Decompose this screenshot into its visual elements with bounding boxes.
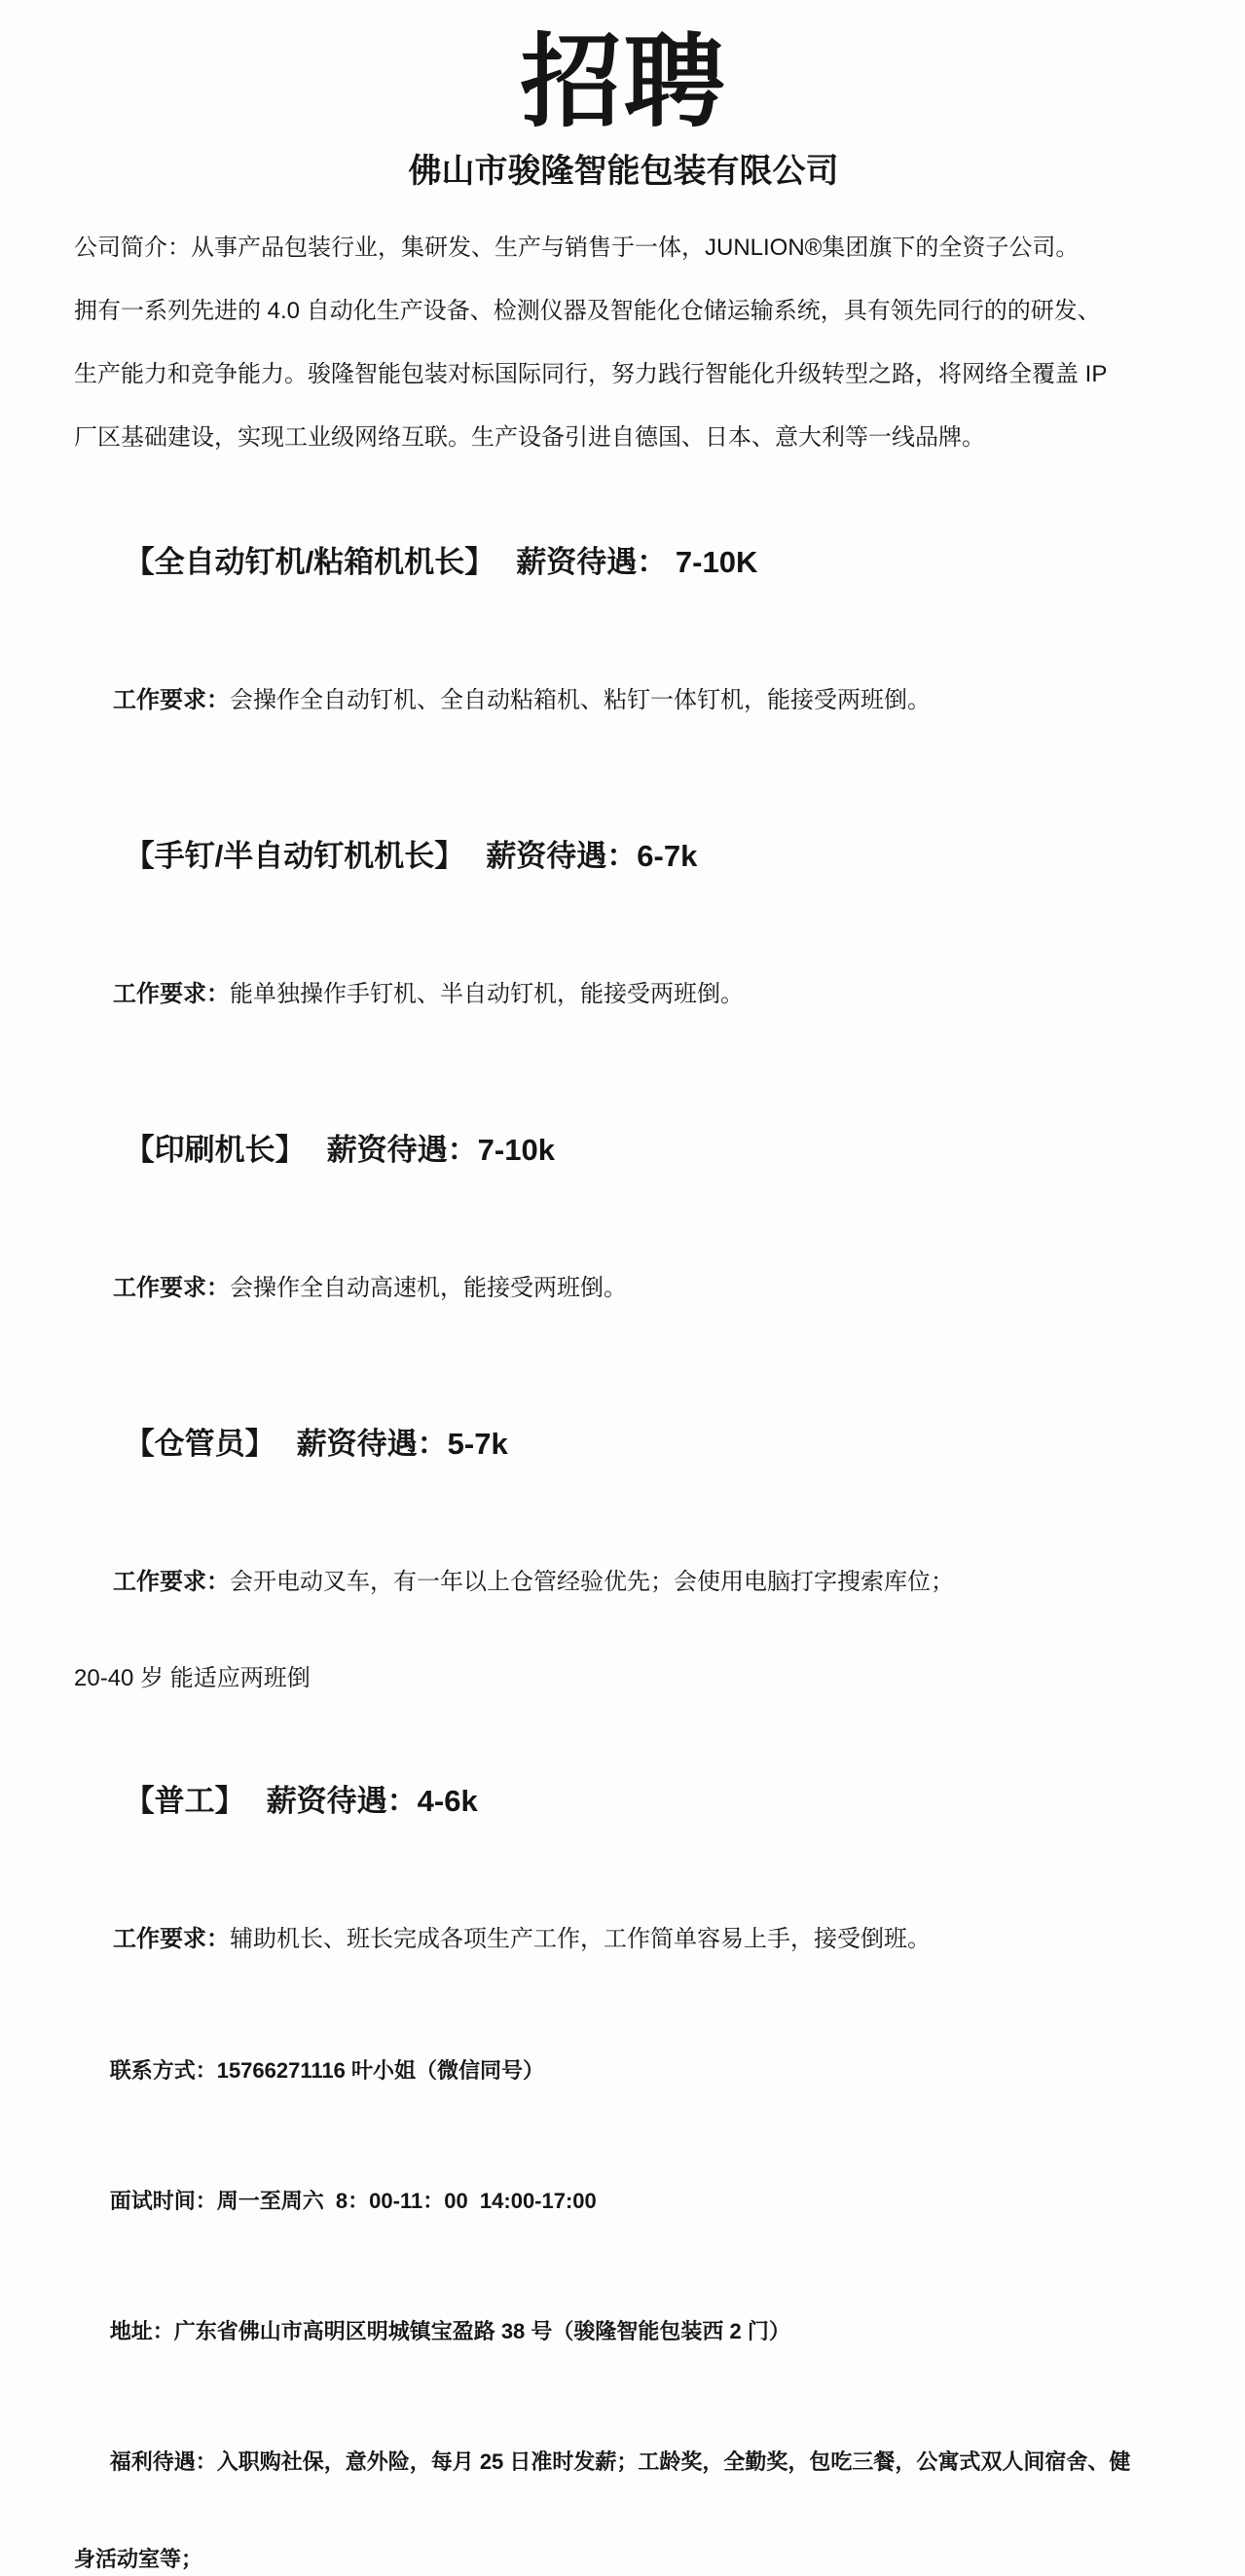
job-requirements: [74, 1239, 1173, 1338]
poster-title: 招聘: [520, 26, 727, 139]
job-heading: [74, 1092, 1173, 1209]
job-heading: [74, 1743, 1173, 1860]
intro-line: 厂区基础建设，实现工业级网络互联。生产设备引进自德国、日本、意大利等一线品牌。: [74, 424, 985, 451]
job-requirements: [74, 1533, 1173, 1632]
company-intro: [74, 216, 1173, 469]
job-salary: 薪资待遇： 7-10K: [516, 545, 758, 579]
intro-line: 生产能力和竞争能力。骏隆智能包装对标国际同行，努力践行智能化升级转型之路，将网络全覆盖 IP: [74, 361, 1108, 387]
company-name: 佛山市骏隆智能包装有限公司: [408, 153, 839, 190]
job-listing-general-worker: [74, 1743, 1173, 1989]
job-requirements-extra: 20-40 岁 能适应两班倒: [74, 1665, 311, 1691]
benefits-label: 福利待遇：: [109, 2449, 217, 2474]
job-title: 【手钉/半自动钉机机长】: [124, 839, 465, 873]
address-line: [74, 2282, 1173, 2381]
poster-footer: [74, 2021, 1173, 2576]
requirements-label: 工作要求：: [113, 687, 231, 713]
interview-time-label: 面试时间：: [109, 2189, 217, 2213]
job-salary: 薪资待遇：5-7k: [296, 1427, 508, 1461]
job-title: 【全自动钉机/粘箱机机长】: [124, 545, 495, 579]
job-listing-warehouse-keeper: [74, 1386, 1173, 1695]
job-salary: 薪资待遇：6-7k: [486, 839, 698, 873]
requirements-text: 能单独操作手钉机、半自动钉机，能接受两班倒。: [230, 981, 745, 1007]
job-requirements: [74, 1890, 1173, 1989]
requirements-label: 工作要求：: [113, 1569, 231, 1595]
contact-phone: 15766271116 叶小姐（微信同号）: [216, 2058, 544, 2083]
job-title: 【印刷机长】: [124, 1133, 306, 1167]
recruitment-poster: [0, 26, 1245, 2571]
address-value: 广东省佛山市高明区明城镇宝盈路 38 号（骏隆智能包装西 2 门）: [173, 2319, 790, 2343]
contact-line: [74, 2021, 1173, 2121]
job-heading: [74, 1386, 1173, 1503]
job-salary: 薪资待遇：4-6k: [266, 1784, 478, 1818]
job-listing-printing-captain: [74, 1092, 1173, 1338]
requirements-text: 会操作全自动钉机、全自动粘箱机、粘钉一体钉机，能接受两班倒。: [230, 687, 932, 713]
benefits-value: 入职购社保，意外险，每月 25 日准时发薪；工龄奖，全勤奖，包吃三餐，公寓式双人间宿舍、健: [216, 2449, 1131, 2474]
intro-line: 公司简介：从事产品包装行业，集研发、生产与销售于一体，JUNLION®集团旗下的全资子公司。: [74, 235, 1080, 261]
requirements-label: 工作要求：: [113, 1275, 231, 1301]
requirements-label: 工作要求：: [113, 1926, 231, 1952]
job-heading: [74, 504, 1173, 621]
job-requirements: [74, 945, 1173, 1044]
interview-time-line: [74, 2152, 1173, 2251]
job-title: 【普工】: [124, 1784, 245, 1818]
requirements-label: 工作要求：: [113, 981, 231, 1007]
job-title: 【仓管员】: [124, 1427, 275, 1461]
requirements-text: 会操作全自动高速机，能接受两班倒。: [230, 1275, 628, 1301]
job-listing-hand-nail-captain: [74, 798, 1173, 1044]
contact-label: 联系方式：: [109, 2058, 217, 2083]
benefits-line-continued: 身活动室等；: [74, 2547, 203, 2571]
requirements-text: 会开电动叉车，有一年以上仓管经验优先；会使用电脑打字搜索库位；: [230, 1569, 955, 1595]
interview-time-value: 周一至周六 8：00-11：00 14:00-17:00: [216, 2189, 597, 2213]
job-requirements: [74, 651, 1173, 750]
intro-line: 拥有一系列先进的 4.0 自动化生产设备、检测仪器及智能化仓储运输系统，具有领先同行的的研发、: [74, 298, 1101, 324]
requirements-text: 辅助机长、班长完成各项生产工作，工作简单容易上手，接受倒班。: [230, 1926, 932, 1952]
job-listing-nailing-machine-captain: [74, 504, 1173, 750]
job-heading: [74, 798, 1173, 915]
address-label: 地址：: [109, 2319, 174, 2343]
benefits-line: [74, 2413, 1173, 2512]
job-salary: 薪资待遇：7-10k: [326, 1133, 555, 1167]
